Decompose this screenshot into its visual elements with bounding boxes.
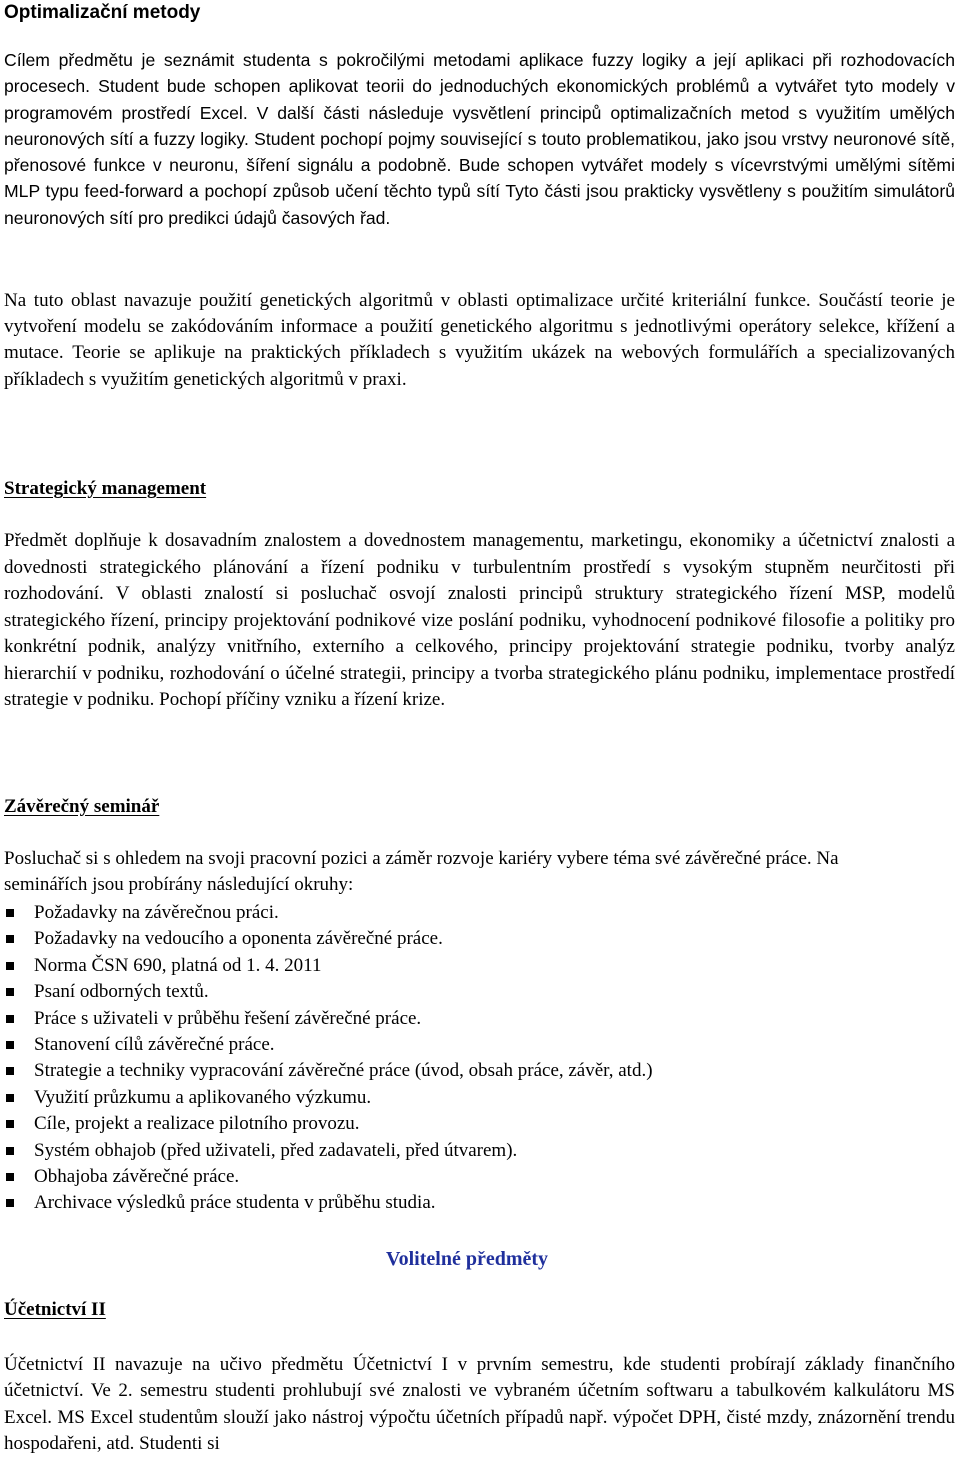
square-bullet-icon: [6, 1147, 14, 1155]
square-bullet-icon: [6, 1015, 14, 1023]
list-item: Požadavky na závěrečnou práci.: [4, 900, 653, 926]
section-title-seminar: Závěrečný seminář: [4, 796, 160, 817]
section-title-optimalization: Optimalizační metody: [4, 2, 201, 23]
seminar-intro-paragraph: Posluchač si s ohledem na svoji pracovní pozici a záměr rozvoje kariéry vybere téma své závěrečné práce. Na seminářích jsou probírány následující okruhy:: [4, 848, 839, 896]
section-title-strategic: Strategický management: [4, 478, 207, 499]
square-bullet-icon: [6, 1199, 14, 1207]
square-bullet-icon: [6, 988, 14, 996]
list-item: Archivace výsledků práce studenta v průběhu studia.: [4, 1190, 653, 1216]
list-item: Psaní odborných textů.: [4, 979, 653, 1005]
list-item: Využití průzkumu a aplikovaného výzkumu.: [4, 1085, 653, 1111]
square-bullet-icon: [6, 1041, 14, 1049]
list-item: Požadavky na vedoucího a oponenta závěrečné práce.: [4, 926, 653, 952]
square-bullet-icon: [6, 909, 14, 917]
square-bullet-icon: [6, 962, 14, 970]
square-bullet-icon: [6, 1120, 14, 1128]
list-item: Norma ČSN 690, platná od 1. 4. 2011: [4, 953, 653, 979]
accounting-paragraph-1: Účetnictví II navazuje na učivo předmětu Účetnictví I v prvním semestru, kde studenti probírají základy finančního účetnictví. Ve 2. semestru studenti prohlubují své znalosti ve vybraném účetním softwaru a tabulkovém kalkulátoru MS Excel. MS Excel studentům slouží jako nástroj výpočtu účetních případů např. výpočet DPH, čisté mzdy, znázornění trendu hospodařeni, atd. Studenti si: [4, 1354, 955, 1454]
square-bullet-icon: [6, 935, 14, 943]
list-item: Strategie a techniky vypracování závěrečné práce (úvod, obsah práce, závěr, atd.): [4, 1058, 653, 1084]
seminar-topic-list: [4, 900, 653, 1217]
list-item: Práce s uživateli v průběhu řešení závěrečné práce.: [4, 1006, 653, 1032]
strategic-paragraph-1: Předmět doplňuje k dosavadním znalostem a dovednostem managementu, marketingu, ekonomiky a účetnictví znalosti a dovednosti strategického plánování a řízení podniku v turbulentním prostředí s vysokým stupněm neurčitosti při rozhodování. V oblasti znalostí si posluchač osvojí znalosti principů struktury strategického řízení MSP, modelů strategického řízení, principy projektování podnikové vize poslání podniku, vyhodnocení podnikové filosofie a politiky pro konkrétní podnik, analýzy vnitřního, externího a celkového, principy projektování strategie podniku, tvorby analýz hierarchií v podniku, rozhodování o účelné strategii, principy a tvorba strategického plánu podniku, implementace prostředí strategie v podniku. Pochopí příčiny vzniku a řízení krize.: [4, 530, 955, 710]
square-bullet-icon: [6, 1173, 14, 1181]
square-bullet-icon: [6, 1067, 14, 1075]
square-bullet-icon: [6, 1094, 14, 1102]
list-item: Cíle, projekt a realizace pilotního provozu.: [4, 1111, 653, 1137]
list-item: Obhajoba závěrečné práce.: [4, 1164, 653, 1190]
optimalization-paragraph-2: Na tuto oblast navazuje použití genetických algoritmů v oblasti optimalizace určité kriteriální funkce. Součástí teorie je vytvoření modelu se zakódováním informace a použití genetického algoritmu s jednotlivými operátory selekce, křížení a mutace. Teorie se aplikuje na praktických příkladech s využitím ukázek na webových formulářích a specializovaných příkladech s využitím genetických algoritmů v praxi.: [4, 290, 955, 390]
section-title-accounting: Účetnictví II: [4, 1299, 106, 1320]
elective-courses-heading: Volitelné předměty: [386, 1248, 549, 1270]
optimalization-paragraph-1: Cílem předmětu je seznámit studenta s pokročilými metodami aplikace fuzzy logiky a její aplikaci při rozhodovacích procesech. Student bude schopen aplikovat teorii do jednoduchých ekonomických problémů a vytvářet tyto modely v programovém prostředí Excel. V další části následuje vysvětlení principů optimalizačních metod s využitím umělých neuronových sítí a fuzzy logiky. Student pochopí pojmy související s touto problematikou, jako jsou vrstvy neuronové sítě, přenosové funkce v neuronu, šíření signálu a podobně. Bude schopen vytvářet modely s vícevrstvými umělými sítěmi MLP typu feed-forward a pochopí způsob učení těchto typů sítí Tyto části jsou prakticky vysvětleny s použitím simulátorů neuronových sítí pro predikci údajů časových řad.: [4, 50, 955, 228]
list-item: Systém obhajob (před uživateli, před zadavateli, před útvarem).: [4, 1138, 653, 1164]
list-item: Stanovení cílů závěrečné práce.: [4, 1032, 653, 1058]
